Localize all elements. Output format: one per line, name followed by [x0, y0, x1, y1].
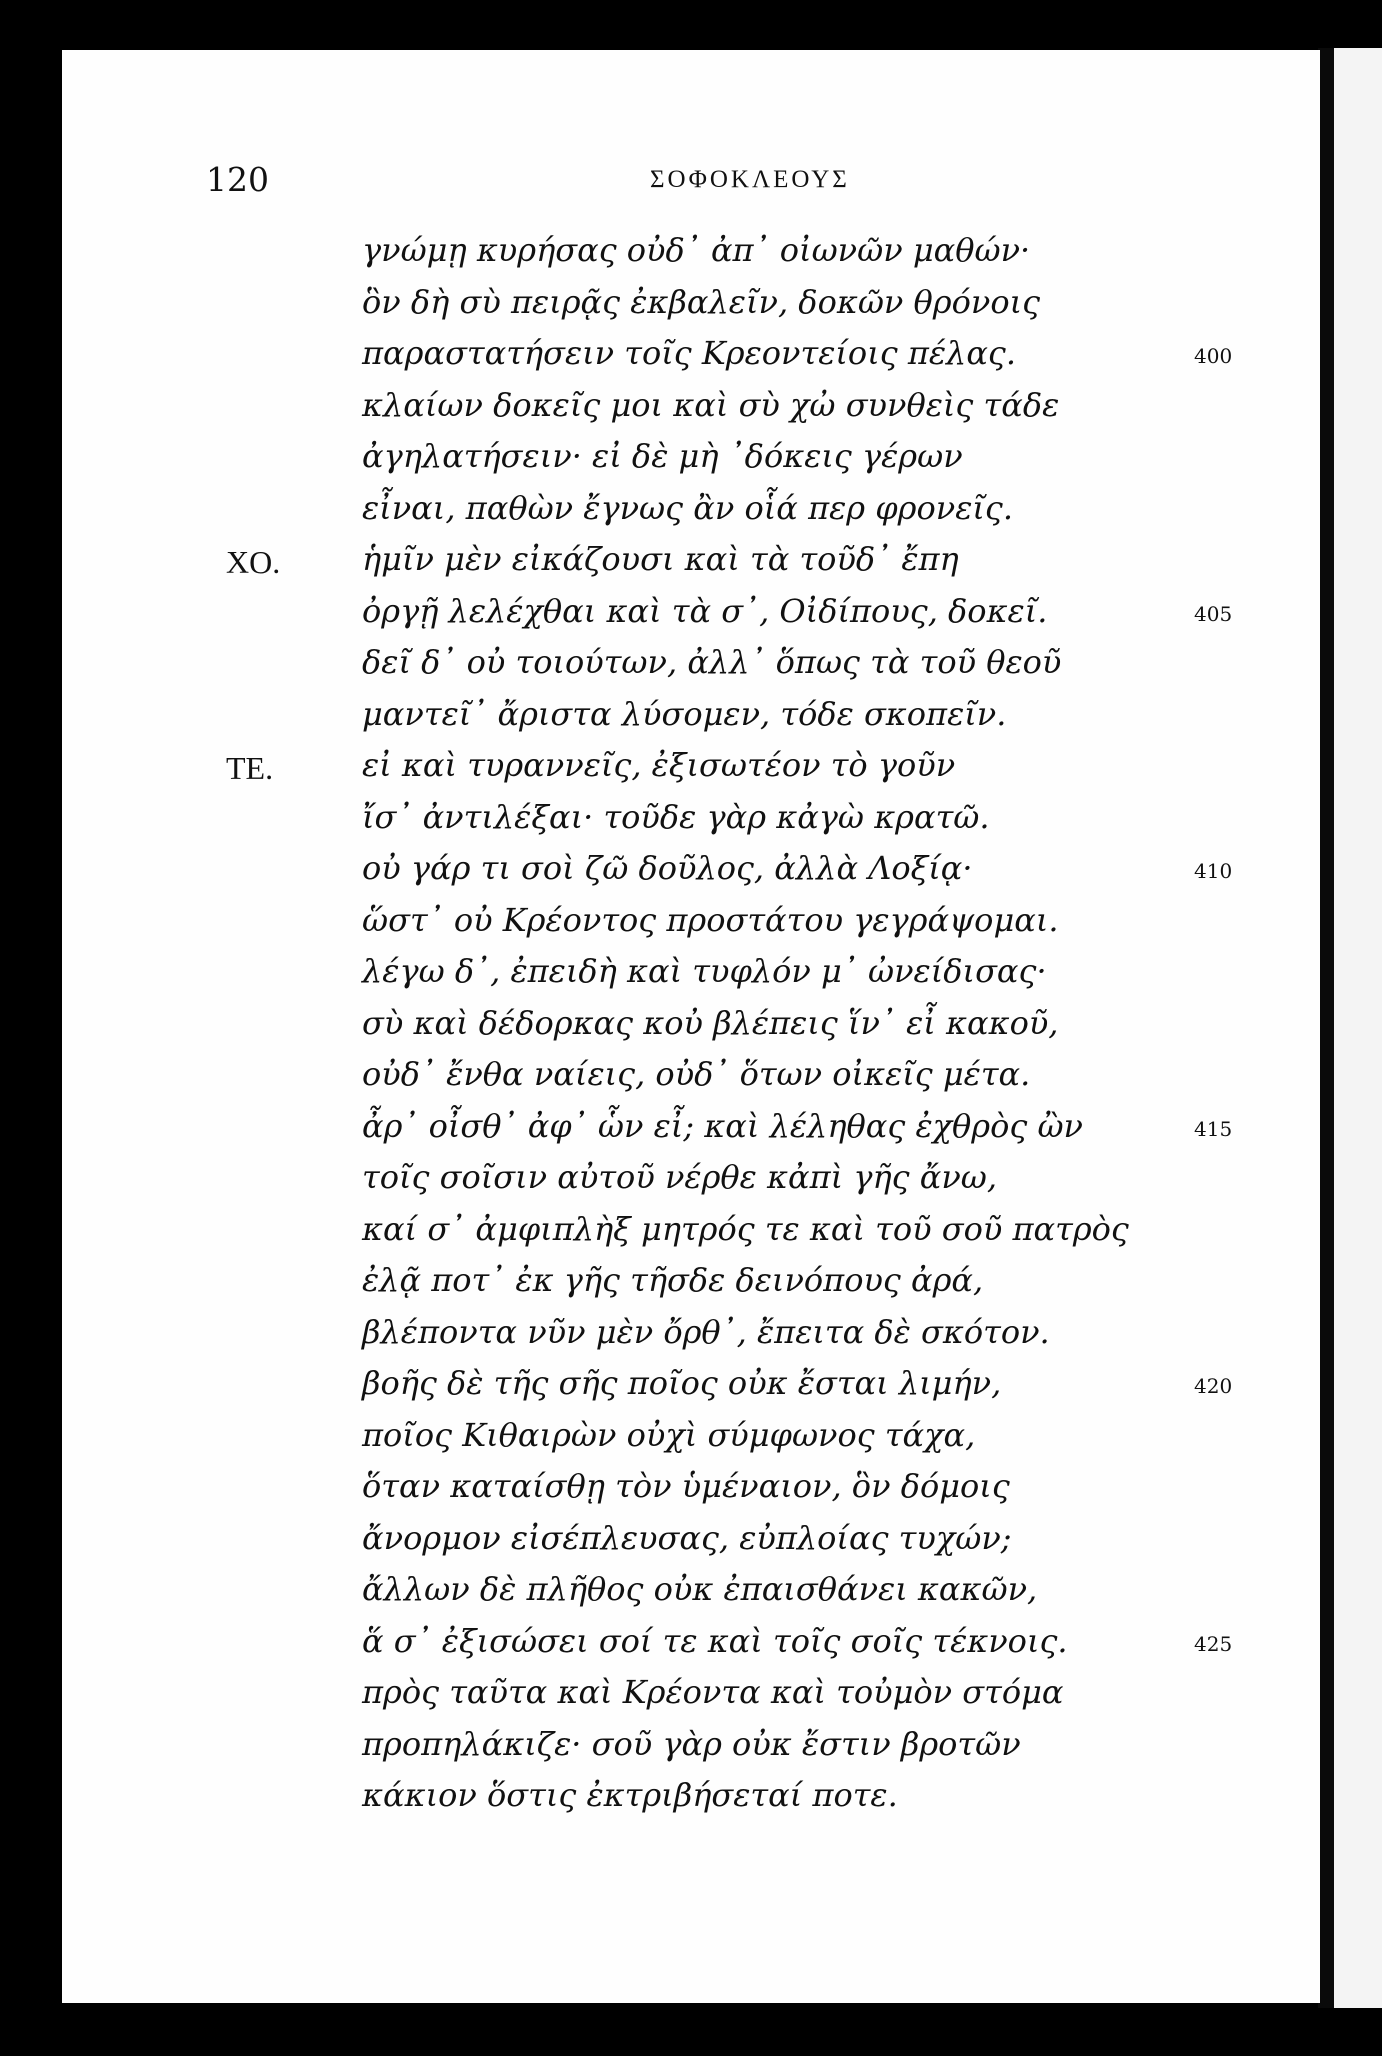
verse-text: ἅ σ᾽ ἐξισώσει σοί τε καὶ τοῖς σοῖς τέκνοις.: [362, 1621, 1068, 1660]
verse-line: [0, 798, 1382, 850]
verse-line: [0, 1776, 1382, 1828]
verse-text: οὐδ᾽ ἔνθα ναίεις, οὐδ᾽ ὅτων οἰκεῖς μέτα.: [362, 1055, 1031, 1093]
verse-text: ἡμῖν μὲν εἰκάζουσι καὶ τὰ τοῦδ᾽ ἔπη: [362, 540, 959, 578]
verse-text: βλέποντα νῦν μὲν ὄρθ᾽, ἔπειτα δὲ σκότον.: [362, 1312, 1050, 1351]
verse-line: [0, 1261, 1382, 1313]
verse-text: ὃν δὴ σὺ πειρᾷς ἐκβαλεῖν, δοκῶν θρόνοις: [362, 282, 1041, 321]
line-number: 400: [1194, 344, 1233, 368]
verse-text: ἆρ᾽ οἶσθ᾽ ἀφ᾽ ὧν εἶ; καὶ λέληθας ἐχθρὸς ὢν: [362, 1106, 1083, 1145]
page-header: [0, 160, 1382, 200]
verse-line: [0, 334, 1382, 386]
speaker-label: ΤΕ.: [226, 750, 274, 786]
verse-line: [0, 1004, 1382, 1056]
verse-line: [0, 695, 1382, 747]
verse-line: [0, 1467, 1382, 1519]
verse-line: [0, 746, 1382, 798]
verse-line: [0, 1055, 1382, 1107]
verse-line: [0, 1364, 1382, 1416]
verse-text: προπηλάκιζε· σοῦ γὰρ οὐκ ἔστιν βροτῶν: [362, 1724, 1021, 1763]
page-number: 120: [206, 160, 269, 199]
verse-line: [0, 901, 1382, 953]
verse-text: ὥστ᾽ οὐ Κρέοντος προστάτου γεγράψομαι.: [362, 900, 1059, 939]
verse-text: ἴσ᾽ ἀντιλέξαι· τοῦδε γὰρ κἀγὼ κρατῶ.: [362, 797, 990, 836]
verse-text: γνώμῃ κυρήσας οὐδ᾽ ἀπ᾽ οἰωνῶν μαθών·: [362, 231, 1031, 269]
line-number: 420: [1194, 1374, 1233, 1398]
verse-line: [0, 231, 1382, 283]
verse-line: [0, 1107, 1382, 1159]
line-number: 410: [1194, 859, 1233, 883]
line-number: 425: [1194, 1631, 1233, 1656]
verse-line: [0, 1416, 1382, 1468]
speaker-label: ΧΟ.: [226, 544, 281, 580]
line-number: 415: [1194, 1116, 1233, 1141]
verse-text: σὺ καὶ δέδορκας κοὐ βλέπεις ἵν᾽ εἶ κακοῦ,: [362, 1003, 1059, 1042]
verse-text: ἄλλων δὲ πλῆθος οὐκ ἐπαισθάνει κακῶν,: [362, 1570, 1038, 1608]
verse-line: [0, 283, 1382, 335]
scan-border: [0, 0, 1382, 50]
verse-text: εἰ καὶ τυραννεῖς, ἐξισωτέον τὸ γοῦν: [362, 746, 956, 784]
verse-text: ποῖος Κιθαιρὼν οὐχὶ σύμφωνος τάχα,: [362, 1415, 976, 1454]
line-number: 405: [1194, 601, 1233, 626]
verse-line: [0, 643, 1382, 695]
verse-text: κλαίων δοκεῖς μοι καὶ σὺ χὠ συνθεὶς τάδε: [362, 385, 1060, 424]
verse-line: [0, 386, 1382, 438]
verse-line: [0, 489, 1382, 541]
verse-line: [0, 952, 1382, 1004]
verse-text: κάκιον ὅστις ἐκτριβήσεταί ποτε.: [362, 1776, 898, 1814]
verse-text: καί σ᾽ ἀμφιπλὴξ μητρός τε καὶ τοῦ σοῦ πατρὸς: [362, 1209, 1129, 1248]
verse-line: [0, 1673, 1382, 1725]
verse-text: τοῖς σοῖσιν αὐτοῦ νέρθε κἀπὶ γῆς ἄνω,: [362, 1158, 998, 1196]
verse-text: εἶναι, παθὼν ἔγνως ἂν οἷά περ φρονεῖς.: [362, 488, 1013, 527]
verse-text: δεῖ δ᾽ οὐ τοιούτων, ἀλλ᾽ ὅπως τὰ τοῦ θεοῦ: [362, 643, 1062, 681]
verse-line: [0, 1622, 1382, 1674]
verse-text: ἄνορμον εἰσέπλευσας, εὐπλοίας τυχών;: [362, 1518, 1012, 1557]
verse-line: [0, 540, 1382, 592]
verse-line: [0, 1313, 1382, 1365]
verse-text: ὀργῇ λελέχθαι καὶ τὰ σ᾽, Οἰδίπους, δοκεῖ.: [362, 591, 1048, 630]
verse-text: μαντεῖ᾽ ἄριστα λύσομεν, τόδε σκοπεῖν.: [362, 694, 1007, 733]
verse-block: [0, 231, 1382, 1828]
verse-line: [0, 1725, 1382, 1777]
verse-text: οὐ γάρ τι σοὶ ζῶ δοῦλος, ἀλλὰ Λοξίᾳ·: [362, 849, 973, 887]
verse-line: [0, 437, 1382, 489]
verse-text: πρὸς ταῦτα καὶ Κρέοντα καὶ τοὐμὸν στόμα: [362, 1673, 1064, 1711]
verse-text: ἐλᾷ ποτ᾽ ἐκ γῆς τῆσδε δεινόπους ἀρά,: [362, 1261, 984, 1299]
verse-text: ἀγηλατήσειν· εἰ δὲ μὴ ᾽δόκεις γέρων: [362, 437, 963, 475]
verse-text: λέγω δ᾽, ἐπειδὴ καὶ τυφλόν μ᾽ ὠνείδισας·: [362, 952, 1047, 990]
verse-line: [0, 1570, 1382, 1622]
verse-text: ὅταν καταίσθῃ τὸν ὑμέναιον, ὃν δόμοις: [362, 1467, 1010, 1505]
verse-text: παραστατήσειν τοῖς Κρεοντείοις πέλας.: [362, 334, 1017, 372]
verse-text: βοῆς δὲ τῆς σῆς ποῖος οὐκ ἔσται λιμήν,: [362, 1364, 1002, 1402]
verse-line: [0, 849, 1382, 901]
verse-line: [0, 1158, 1382, 1210]
running-title: ΣΟΦΟΚΛΕΟΥΣ: [650, 166, 850, 193]
verse-line: [0, 1210, 1382, 1262]
verse-line: [0, 1519, 1382, 1571]
verse-line: [0, 592, 1382, 644]
